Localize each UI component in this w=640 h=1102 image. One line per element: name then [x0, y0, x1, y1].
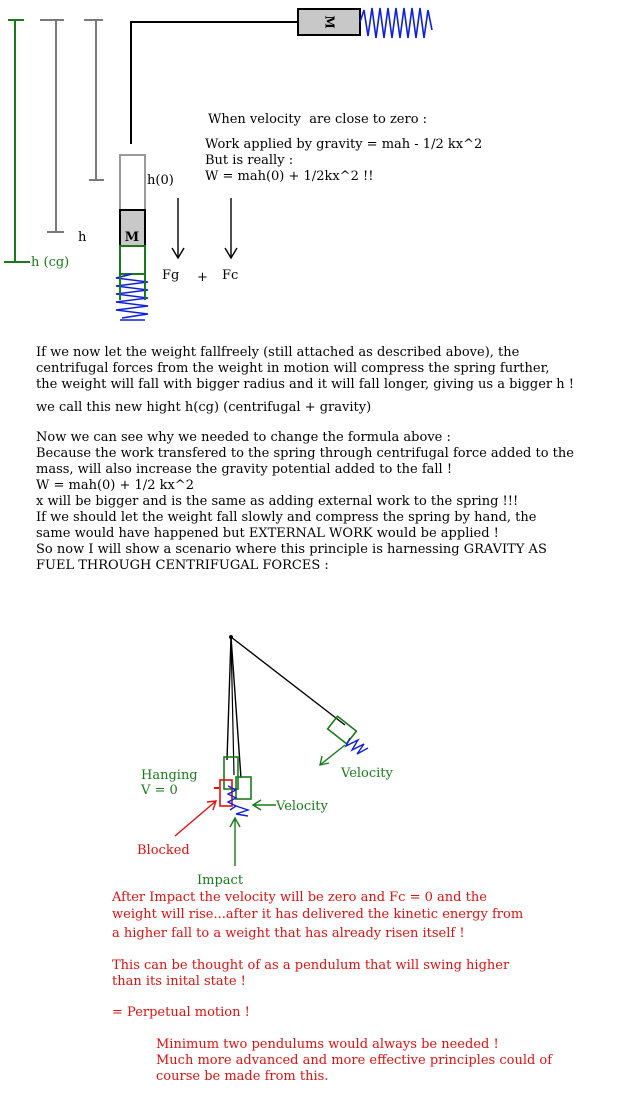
- string-swinging: [231, 637, 345, 725]
- work-line-3: W = mah(0) + 1/2kx^2 !!: [205, 169, 374, 184]
- paragraph3-line-2: Because the work transfered to the spring through centrifugal force added to the: [36, 446, 574, 461]
- arrow-velocity-lower: [253, 800, 276, 810]
- work-line-1: Work applied by gravity = mah - 1/2 kx^2: [205, 137, 483, 152]
- arrow-fg: [172, 198, 184, 258]
- pendulum-line-2: than its inital state !: [112, 974, 246, 989]
- label-velocity-lower: Velocity: [276, 799, 328, 814]
- label-v0: V = 0: [141, 783, 178, 798]
- mass-initial-outline: [120, 155, 145, 210]
- impact-line-3: a higher fall to a weight that has already risen itself !: [112, 926, 465, 941]
- mass-label-vertical: M: [124, 230, 140, 245]
- label-velocity-right: Velocity: [341, 766, 393, 781]
- arrow-velocity-swing: [320, 745, 345, 765]
- swinging-spring: [346, 738, 368, 754]
- paragraph2: we call this new hight h(cg) (centrifugal + gravity): [36, 400, 372, 415]
- pendulum-line-1: This can be thought of as a pendulum that will swing higher: [112, 958, 510, 973]
- spring-horizontal: [360, 8, 432, 38]
- paragraph1-line-2: centrifugal forces from the weight in motion will compress the spring further,: [36, 361, 550, 376]
- dimension-marker-hcg: [4, 20, 30, 262]
- paragraph3-line-1: Now we can see why we needed to change the formula above :: [36, 430, 451, 445]
- label-hcg: h (cg): [31, 255, 70, 270]
- final-line-2: Much more advanced and more effective principles could of: [156, 1053, 553, 1068]
- paragraph1-line-1: If we now let the weight fallfreely (still attached as described above), the: [36, 345, 520, 360]
- label-h0: h(0): [147, 173, 174, 188]
- dimension-marker-h: [40, 20, 64, 232]
- arrow-fc: [225, 198, 237, 258]
- paragraph3-line-5: x will be bigger and is the same as adding external work to the spring !!!: [36, 494, 519, 509]
- final-line-1: Minimum two pendulums would always be needed !: [156, 1037, 499, 1052]
- swinging-mass: [328, 716, 357, 743]
- impact-line-1: After Impact the velocity will be zero and Fc = 0 and the: [112, 890, 487, 905]
- mass-label-horizontal: M: [322, 15, 337, 29]
- paragraph3-line-9: FUEL THROUGH CENTRIFUGAL FORCES :: [36, 558, 329, 573]
- paragraph3-line-4: W = mah(0) + 1/2 kx^2: [36, 478, 194, 493]
- paragraph3-line-3: mass, will also increase the gravity potential added to the fall !: [36, 462, 453, 477]
- string-hanging-left: [227, 637, 231, 760]
- label-plus: +: [197, 270, 208, 285]
- paragraph3-line-8: So now I will show a scenario where this principle is harnessing GRAVITY AS: [36, 542, 547, 557]
- arrow-blocked: [175, 801, 216, 836]
- mass-compressed-outline: [120, 246, 145, 274]
- paragraph1-line-3: the weight will fall with bigger radius and it will fall longer, giving us a bigger h !: [36, 377, 575, 392]
- paragraph3-line-6: If we should let the weight fall slowly and compress the spring by hand, the: [36, 510, 537, 525]
- label-fc: Fc: [222, 268, 239, 283]
- label-fg: Fg: [162, 268, 180, 283]
- label-blocked: Blocked: [137, 843, 190, 858]
- perpetual-motion: = Perpetual motion !: [112, 1005, 250, 1020]
- paragraph3-line-7: same would have happened but EXTERNAL WORK would be applied !: [36, 526, 499, 541]
- impact-line-2: weight will rise...after it has delivered the kinetic energy from: [112, 907, 524, 922]
- label-hanging: Hanging: [141, 768, 198, 783]
- swing-spring-bottom: [236, 806, 248, 816]
- arrow-impact: [230, 818, 240, 866]
- velocity-heading: When velocity are close to zero :: [208, 112, 428, 127]
- work-line-2: But is really :: [205, 153, 294, 168]
- final-line-3: course be made from this.: [156, 1069, 329, 1084]
- dimension-marker-short: [84, 20, 104, 180]
- label-h: h: [78, 230, 87, 245]
- label-impact: Impact: [197, 873, 244, 888]
